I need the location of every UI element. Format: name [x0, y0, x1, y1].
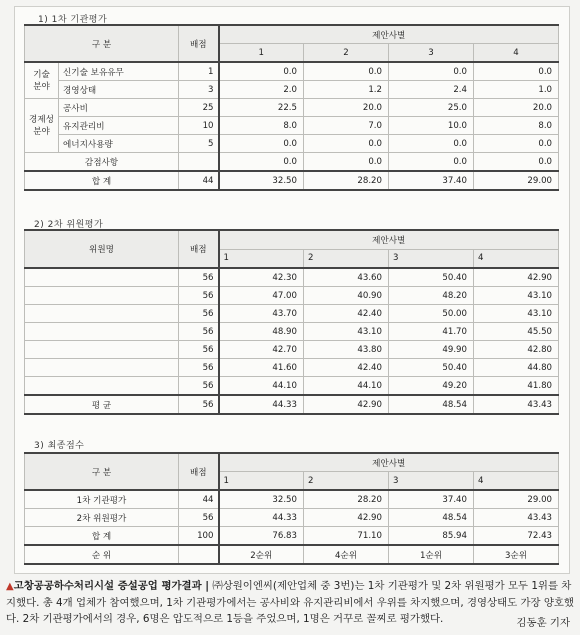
table-row [25, 359, 559, 377]
rank-row [25, 545, 559, 564]
cell-value: 2.0 [219, 81, 304, 99]
caption-body: ㈜상원이엔씨(제안업체 중 3번)는 1차 기관평가 및 2차 위원평가 모두 1위를 차지했다. 총 4개 업체가 참여했으며, 1차 기관평가에서는 공사비와 유지관리비에서 우위를 차지했으며, 경영상태도 가장 양호했다. 2차 기관평가에서의 경우, 6명은 압도적으로 1등을 주었으며, 1명은 거꾸로 꼴찌로 평가했다. [6, 580, 574, 625]
section1-table [24, 24, 559, 191]
cell-value: 44.10 [304, 377, 389, 396]
s1-header-category: 구 분 [25, 25, 179, 62]
cell-value: 25.0 [389, 99, 474, 117]
cell-value: 0.0 [474, 153, 559, 172]
row-score: 10 [179, 117, 219, 135]
group-tech: 기술 분야 [25, 62, 59, 99]
table-row [25, 490, 559, 509]
cell-value: 10.0 [389, 117, 474, 135]
cell-value: 22.5 [219, 99, 304, 117]
rank-value: 3순위 [474, 545, 559, 564]
table-row [25, 62, 559, 81]
row-score: 100 [179, 527, 219, 546]
cell-value: 71.10 [304, 527, 389, 546]
cell-value: 44.80 [474, 359, 559, 377]
rank-score-empty [179, 545, 219, 564]
s3-header-proposer: 제안사별 [219, 453, 559, 472]
table-row [25, 135, 559, 153]
cell-value: 8.0 [474, 117, 559, 135]
table-row [25, 527, 559, 546]
cell-value: 49.20 [389, 377, 474, 396]
cell-value: 29.00 [474, 171, 559, 190]
cell-value: 0.0 [474, 62, 559, 81]
row-score: 1 [179, 62, 219, 81]
average-label: 평 균 [25, 395, 179, 414]
cell-value: 43.80 [304, 341, 389, 359]
section2-title: 2) 2차 위원평가 [34, 220, 104, 230]
cell-value: 28.20 [304, 171, 389, 190]
table-row [25, 81, 559, 99]
table-row [25, 341, 559, 359]
cell-value: 42.70 [219, 341, 304, 359]
section2-table [24, 229, 559, 415]
member-name [25, 287, 179, 305]
cell-value: 47.00 [219, 287, 304, 305]
cell-value: 50.40 [389, 359, 474, 377]
cell-value: 0.0 [389, 153, 474, 172]
row-score: 3 [179, 81, 219, 99]
cell-value: 43.43 [474, 395, 559, 414]
photo-caption [6, 578, 574, 627]
cell-value: 44.10 [219, 377, 304, 396]
row-score: 56 [179, 377, 219, 396]
row-label: 경영상태 [59, 81, 179, 99]
row-score: 25 [179, 99, 219, 117]
cell-value: 43.70 [219, 305, 304, 323]
cell-value: 45.50 [474, 323, 559, 341]
cell-value: 43.10 [304, 323, 389, 341]
row-score: 56 [179, 359, 219, 377]
cell-value: 0.0 [389, 135, 474, 153]
cell-value: 49.90 [389, 341, 474, 359]
row-score: 44 [179, 490, 219, 509]
cell-value: 8.0 [219, 117, 304, 135]
s3-header-category: 구 분 [25, 453, 179, 490]
row-label: 유지관리비 [59, 117, 179, 135]
total-label: 합 계 [25, 171, 179, 190]
row-score: 56 [179, 509, 219, 527]
cell-value: 37.40 [389, 490, 474, 509]
cell-value: 42.40 [304, 359, 389, 377]
member-name [25, 305, 179, 323]
row-score: 56 [179, 268, 219, 287]
cell-value: 44.33 [219, 509, 304, 527]
cell-value: 2.4 [389, 81, 474, 99]
table-row [25, 268, 559, 287]
cell-value: 0.0 [219, 135, 304, 153]
s1-header-proposer: 제안사별 [219, 25, 559, 44]
cell-value: 43.10 [474, 305, 559, 323]
cell-value: 43.60 [304, 268, 389, 287]
cell-value: 0.0 [304, 153, 389, 172]
cell-value: 76.83 [219, 527, 304, 546]
section3-table [24, 452, 559, 565]
group-econ: 경제성 분야 [25, 99, 59, 153]
cell-value: 0.0 [474, 135, 559, 153]
row-label: 감점사항 [25, 153, 179, 172]
row-label: 합 계 [25, 527, 179, 546]
s2-header-member: 위원명 [25, 230, 179, 268]
s3-col-3: 3 [389, 472, 474, 491]
table-row [25, 509, 559, 527]
rank-value: 4순위 [304, 545, 389, 564]
cell-value: 42.80 [474, 341, 559, 359]
cell-value: 42.30 [219, 268, 304, 287]
cell-value: 32.50 [219, 490, 304, 509]
s2-col-4: 4 [474, 249, 559, 268]
cell-value: 20.0 [474, 99, 559, 117]
s2-header-score: 배점 [179, 230, 219, 268]
row-label: 신기술 보유유무 [59, 62, 179, 81]
cell-value: 37.40 [389, 171, 474, 190]
cell-value: 0.0 [219, 62, 304, 81]
row-score: 56 [179, 323, 219, 341]
section3-title: 3) 최종점수 [34, 441, 85, 451]
cell-value: 1.2 [304, 81, 389, 99]
member-name [25, 341, 179, 359]
cell-value: 50.00 [389, 305, 474, 323]
rank-value: 2순위 [219, 545, 304, 564]
triangle-icon: ▲ [6, 581, 14, 592]
table-row [25, 305, 559, 323]
s2-col-2: 2 [304, 249, 389, 268]
cell-value: 85.94 [389, 527, 474, 546]
cell-value: 42.90 [474, 268, 559, 287]
row-score: 56 [179, 341, 219, 359]
cell-value: 48.54 [389, 509, 474, 527]
cell-value: 29.00 [474, 490, 559, 509]
table-row [25, 153, 559, 172]
row-label: 1차 기관평가 [25, 490, 179, 509]
rank-label: 순 위 [25, 545, 179, 564]
table-row [25, 117, 559, 135]
cell-value: 0.0 [304, 135, 389, 153]
s1-col-1: 1 [219, 44, 304, 63]
cell-value: 32.50 [219, 171, 304, 190]
row-label: 에너지사용량 [59, 135, 179, 153]
table-row [25, 287, 559, 305]
average-row [25, 395, 559, 414]
s1-col-2: 2 [304, 44, 389, 63]
cell-value: 28.20 [304, 490, 389, 509]
cell-value: 72.43 [474, 527, 559, 546]
s3-col-4: 4 [474, 472, 559, 491]
cell-value: 48.54 [389, 395, 474, 414]
cell-value: 44.33 [219, 395, 304, 414]
row-score: 56 [179, 305, 219, 323]
member-name [25, 377, 179, 396]
cell-value: 41.70 [389, 323, 474, 341]
cell-value: 40.90 [304, 287, 389, 305]
row-label: 공사비 [59, 99, 179, 117]
cell-value: 1.0 [474, 81, 559, 99]
caption-lead: 고창공공하수처리시설 증설공업 평가결과 | [13, 580, 210, 592]
cell-value: 0.0 [219, 153, 304, 172]
cell-value: 42.90 [304, 509, 389, 527]
cell-value: 48.20 [389, 287, 474, 305]
cell-value: 43.10 [474, 287, 559, 305]
cell-value: 42.40 [304, 305, 389, 323]
cell-value: 20.0 [304, 99, 389, 117]
row-score [179, 153, 219, 172]
s3-header-score: 배점 [179, 453, 219, 490]
cell-value: 41.80 [474, 377, 559, 396]
reporter-name: 김동훈 기자 [516, 617, 570, 629]
s2-header-proposer: 제안사별 [219, 230, 559, 249]
table-row [25, 377, 559, 396]
cell-value: 41.60 [219, 359, 304, 377]
row-score: 56 [179, 287, 219, 305]
member-name [25, 268, 179, 287]
s1-col-4: 4 [474, 44, 559, 63]
table-row [25, 323, 559, 341]
cell-value: 0.0 [304, 62, 389, 81]
section1-title: 1) 1차 기관평가 [38, 15, 108, 25]
s1-header-score: 배점 [179, 25, 219, 62]
s2-col-1: 1 [219, 249, 304, 268]
s3-col-2: 2 [304, 472, 389, 491]
cell-value: 42.90 [304, 395, 389, 414]
member-name [25, 359, 179, 377]
average-score: 56 [179, 395, 219, 414]
member-name [25, 323, 179, 341]
table-row [25, 99, 559, 117]
row-label: 2차 위원평가 [25, 509, 179, 527]
s1-col-3: 3 [389, 44, 474, 63]
rank-value: 1순위 [389, 545, 474, 564]
cell-value: 43.43 [474, 509, 559, 527]
cell-value: 48.90 [219, 323, 304, 341]
total-score: 44 [179, 171, 219, 190]
s3-col-1: 1 [219, 472, 304, 491]
s2-col-3: 3 [389, 249, 474, 268]
cell-value: 7.0 [304, 117, 389, 135]
cell-value: 0.0 [389, 62, 474, 81]
row-score: 5 [179, 135, 219, 153]
total-row [25, 171, 559, 190]
cell-value: 50.40 [389, 268, 474, 287]
